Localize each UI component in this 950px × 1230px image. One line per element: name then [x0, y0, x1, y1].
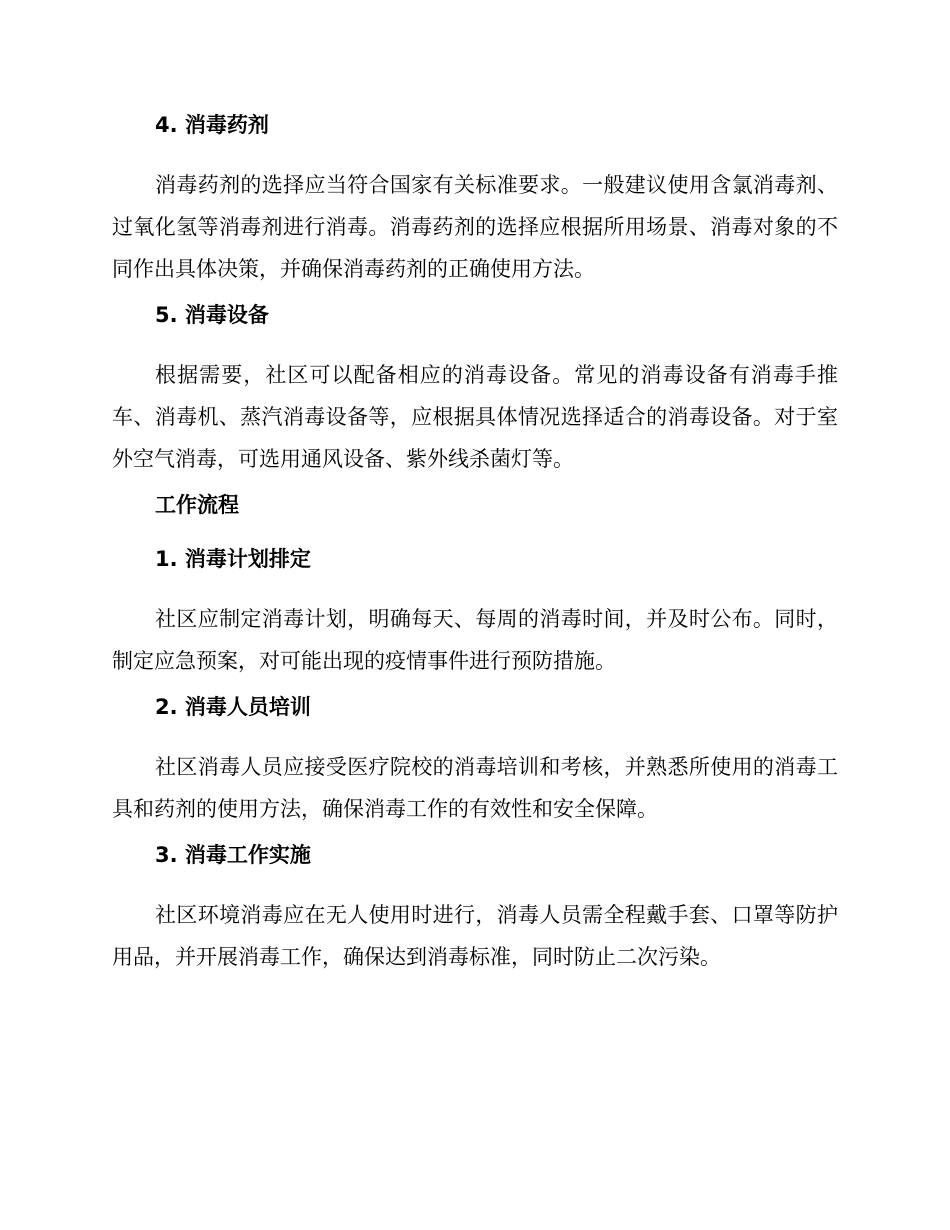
- paragraph-equipment: 根据需要，社区可以配备相应的消毒设备。常见的消毒设备有消毒手推车、消毒机、蒸汽消毒设备等，应根据具体情况选择适合的消毒设备。对于室外空气消毒，可选用通风设备、紫外线杀菌灯等。: [112, 363, 838, 471]
- paragraph-disinfectant: 消毒药剂的选择应当符合国家有关标准要求。一般建议使用含氯消毒剂、过氧化氢等消毒剂进行消毒。消毒药剂的选择应根据所用场景、消毒对象的不同作出具体决策，并确保消毒药剂的正确使用方法。: [112, 173, 838, 281]
- section-heading-implementation: 3. 消毒工作实施: [155, 843, 311, 867]
- section-heading-schedule: 1. 消毒计划排定: [155, 547, 311, 571]
- section-heading-training: 2. 消毒人员培训: [155, 695, 311, 719]
- paragraph-schedule: 社区应制定消毒计划，明确每天、每周的消毒时间，并及时公布。同时，制定应急预案，对可能出现的疫情事件进行预防措施。: [112, 607, 838, 673]
- section-heading-equipment: 5. 消毒设备: [155, 303, 269, 327]
- paragraph-implementation: 社区环境消毒应在无人使用时进行，消毒人员需全程戴手套、口罩等防护用品，并开展消毒工作，确保达到消毒标准，同时防止二次污染。: [112, 903, 838, 969]
- section-heading-workflow: 工作流程: [155, 493, 239, 517]
- section-heading-disinfectant: 4. 消毒药剂: [155, 113, 269, 137]
- paragraph-training: 社区消毒人员应接受医疗院校的消毒培训和考核，并熟悉所使用的消毒工具和药剂的使用方法，确保消毒工作的有效性和安全保障。: [112, 755, 838, 821]
